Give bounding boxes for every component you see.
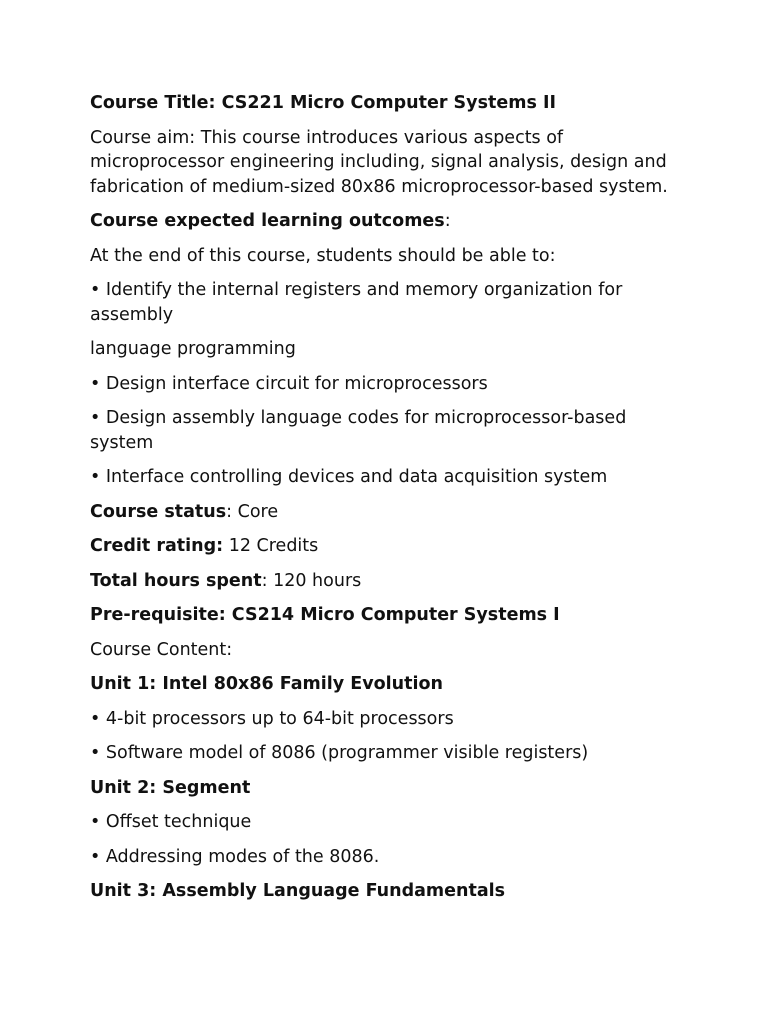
outcome-item-3: • Design assembly language codes for microprocessor-based system [90, 408, 627, 453]
unit-1-item-2: • Software model of 8086 (programmer visible registers) [90, 743, 589, 763]
unit-1-item-1: • 4-bit processors up to 64-bit processors [90, 708, 454, 729]
unit-2-item-1: • Offset technique [90, 812, 252, 832]
course-status-line [90, 500, 690, 525]
unit-2-item-2: • Addressing modes of the 8086. [90, 846, 380, 867]
total-hours-value: : 120 hours [261, 570, 362, 591]
course-status-value: : Core [226, 501, 279, 522]
course-content-heading: Course Content: [90, 639, 233, 660]
course-status-label: Course status [90, 501, 227, 522]
outcome-item-1-continued: language programming [90, 339, 296, 359]
prerequisite: Pre-requisite: CS214 Micro Computer Systems I [90, 605, 560, 625]
credit-rating-line [90, 534, 690, 559]
credit-rating-value: 12 Credits [223, 536, 319, 556]
outcome-item-4: • Interface controlling devices and data acquisition system [90, 467, 608, 487]
credit-rating-label: Credit rating: [90, 536, 224, 556]
unit-1-heading: Unit 1: Intel 80x86 Family Evolution [90, 674, 443, 694]
outcomes-intro: At the end of this course, students should be able to: [90, 245, 556, 266]
outcomes-heading: Course expected learning outcomes [90, 211, 445, 231]
outcome-item-1: • Identify the internal registers and memory organization for assembly [90, 280, 623, 325]
course-title: Course Title: CS221 Micro Computer Systems II [90, 93, 556, 113]
course-aim: Course aim: This course introduces various aspects of microprocessor engineering including, signal analysis, design and fabrication of medium-sized 80x86 microprocessor-based system. [90, 127, 668, 197]
outcomes-heading-colon: : [444, 211, 451, 231]
unit-2-heading: Unit 2: Segment [90, 777, 251, 798]
total-hours-label: Total hours spent [90, 570, 262, 591]
unit-3-heading: Unit 3: Assembly Language Fundamentals [90, 881, 506, 901]
outcomes-heading-line [90, 209, 690, 234]
outcome-item-2: • Design interface circuit for microprocessors [90, 373, 488, 394]
document-page [90, 91, 690, 914]
total-hours-line [90, 569, 690, 594]
